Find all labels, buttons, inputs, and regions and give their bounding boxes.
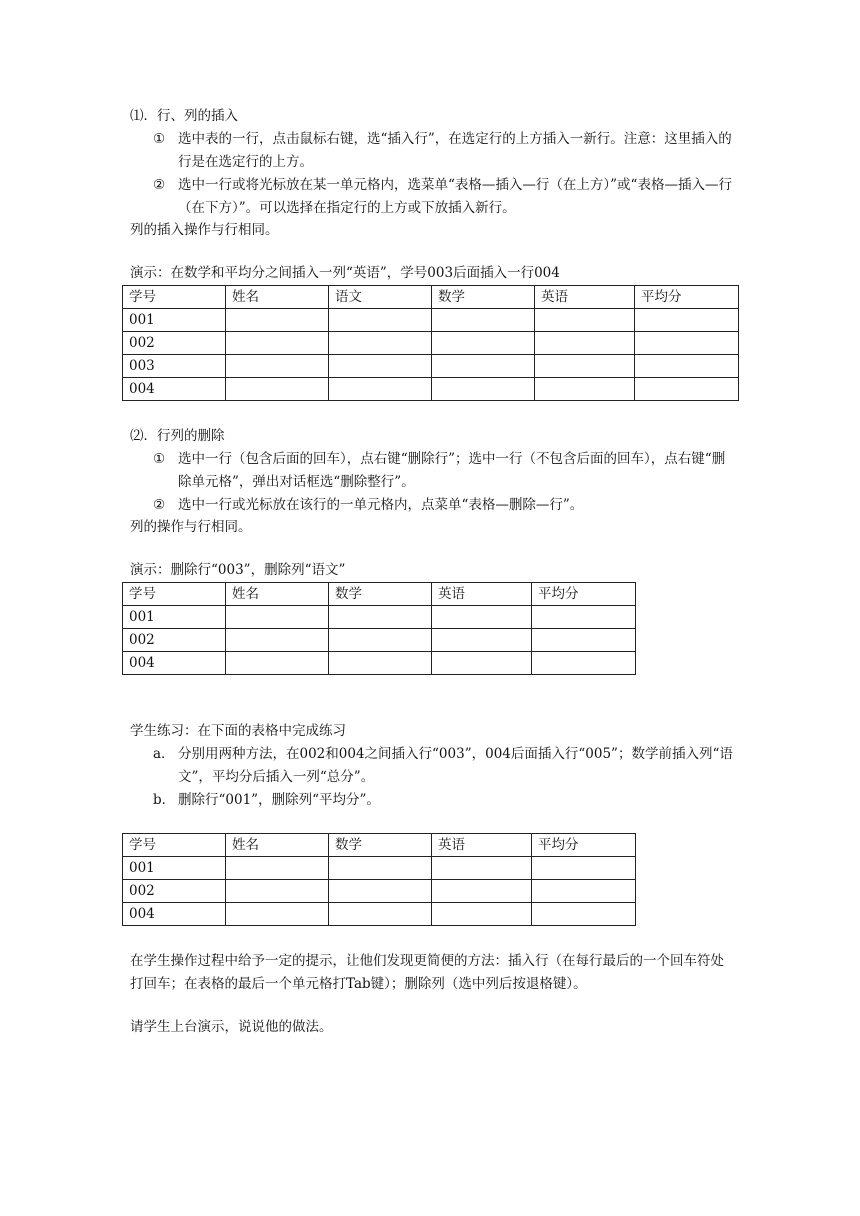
section2-heading: ⑵．行列的删除: [130, 428, 225, 444]
table-cell: 001: [123, 857, 226, 880]
table-header-row: [123, 286, 739, 309]
empty-cell: [532, 606, 636, 629]
empty-cell: [432, 652, 532, 675]
empty-cell: [329, 378, 432, 401]
header-cell: 数学: [329, 834, 432, 857]
header-cell: 英语: [432, 583, 532, 606]
empty-cell: [226, 332, 329, 355]
header-cell: 平均分: [532, 834, 636, 857]
table-row: [123, 857, 636, 880]
header-cell: 英语: [535, 286, 635, 309]
table-row: [123, 606, 636, 629]
header-cell: 数学: [329, 583, 432, 606]
empty-cell: [226, 880, 329, 903]
empty-cell: [226, 378, 329, 401]
header-cell: 语文: [329, 286, 432, 309]
table-row: [123, 378, 739, 401]
empty-cell: [226, 857, 329, 880]
header-cell: 平均分: [635, 286, 739, 309]
empty-cell: [635, 309, 739, 332]
item-marker: ②: [153, 497, 166, 513]
empty-cell: [432, 903, 532, 926]
header-cell: 姓名: [226, 286, 329, 309]
table-cell: 001: [123, 606, 226, 629]
table-cell: 004: [123, 378, 226, 401]
empty-cell: [535, 309, 635, 332]
header-cell: 数学: [432, 286, 535, 309]
table-row: [123, 903, 636, 926]
item-marker: a．: [153, 746, 175, 762]
item-text: 选中表的一行，点击鼠标右键，选“插入行”，在选定行的上方插入一新行。注意：这里插入的行是在选定行的上方。: [178, 131, 732, 170]
header-cell: 学号: [123, 286, 226, 309]
empty-cell: [635, 332, 739, 355]
empty-cell: [226, 652, 329, 675]
header-cell: 姓名: [226, 583, 329, 606]
table-row: [123, 355, 739, 378]
exercise-table: [122, 833, 636, 926]
item-text: 分别用两种方法，在002和004之间插入行“003”，004后面插入行“005”；数学前插入列“语文”，平均分后插入一列“总分”。: [178, 746, 733, 785]
header-cell: 平均分: [532, 583, 636, 606]
empty-cell: [329, 606, 432, 629]
empty-cell: [329, 332, 432, 355]
section1-item-2: [153, 174, 743, 220]
empty-cell: [226, 355, 329, 378]
teaching-tips: 在学生操作过程中给予一定的提示，让他们发现更简便的方法：插入行（在每行最后的一个回车符处打回车；在表格的最后一个单元格打Tab键）；删除列（选中列后按退格键）。: [130, 953, 724, 992]
empty-cell: [532, 857, 636, 880]
item-marker: ①: [153, 451, 166, 467]
section2-item-1: [153, 448, 743, 494]
exercise-item-a: [153, 743, 743, 789]
empty-cell: [329, 903, 432, 926]
item-text: 选中一行（包含后面的回车），点右键“删除行”；选中一行（不包含后面的回车），点右键“删除单元格”，弹出对话框选“删除整行”。: [178, 451, 726, 490]
empty-cell: [432, 355, 535, 378]
empty-cell: [432, 857, 532, 880]
table-row: [123, 880, 636, 903]
empty-cell: [432, 332, 535, 355]
table-header-row: [123, 583, 636, 606]
closing-line: 请学生上台演示，说说他的做法。: [130, 1019, 333, 1035]
empty-cell: [329, 309, 432, 332]
section1-note: 列的插入操作与行相同。: [130, 222, 279, 238]
table-cell: 003: [123, 355, 226, 378]
empty-cell: [329, 880, 432, 903]
empty-cell: [432, 880, 532, 903]
table-row: [123, 629, 636, 652]
empty-cell: [432, 629, 532, 652]
section1-demo-caption: 演示：在数学和平均分之间插入一列“英语”，学号003后面插入一行004: [130, 265, 560, 281]
empty-cell: [535, 355, 635, 378]
empty-cell: [329, 652, 432, 675]
empty-cell: [532, 652, 636, 675]
table-cell: 001: [123, 309, 226, 332]
header-cell: 姓名: [226, 834, 329, 857]
empty-cell: [532, 903, 636, 926]
table-cell: 002: [123, 880, 226, 903]
empty-cell: [432, 309, 535, 332]
item-marker: b．: [153, 792, 176, 808]
empty-cell: [535, 378, 635, 401]
table-cell: 002: [123, 332, 226, 355]
table-row: [123, 332, 739, 355]
empty-cell: [432, 606, 532, 629]
empty-cell: [532, 880, 636, 903]
exercise-heading: 学生练习：在下面的表格中完成练习: [130, 723, 346, 739]
empty-cell: [329, 629, 432, 652]
empty-cell: [635, 355, 739, 378]
header-cell: 英语: [432, 834, 532, 857]
empty-cell: [226, 629, 329, 652]
empty-cell: [329, 857, 432, 880]
exercise-item-b: [153, 789, 743, 812]
insert-demo-table: [122, 285, 739, 401]
header-cell: 学号: [123, 834, 226, 857]
empty-cell: [532, 629, 636, 652]
item-marker: ①: [153, 131, 166, 147]
table-row: [123, 309, 739, 332]
section2-demo-caption: 演示：删除行“003”，删除列“语文”: [130, 562, 346, 578]
section2-item-2: [153, 494, 743, 517]
item-marker: ②: [153, 177, 166, 193]
header-cell: 学号: [123, 583, 226, 606]
empty-cell: [535, 332, 635, 355]
empty-cell: [432, 378, 535, 401]
delete-demo-table: [122, 582, 636, 675]
empty-cell: [226, 903, 329, 926]
empty-cell: [226, 606, 329, 629]
empty-cell: [329, 355, 432, 378]
table-row: [123, 652, 636, 675]
section1-heading: ⑴．行、列的插入: [130, 108, 238, 124]
section2-note: 列的操作与行相同。: [130, 519, 252, 535]
empty-cell: [226, 309, 329, 332]
table-cell: 004: [123, 903, 226, 926]
section1-item-1: [153, 128, 743, 174]
item-text: 删除行“001”，删除列“平均分”。: [178, 792, 380, 808]
table-cell: 002: [123, 629, 226, 652]
item-text: 选中一行或将光标放在某一单元格内，选菜单“表格—插入—行（在上方）”或“表格—插入—行（在下方）”。可以选择在指定行的上方或下放插入新行。: [178, 177, 732, 216]
item-text: 选中一行或光标放在该行的一单元格内，点菜单“表格—删除—行”。: [178, 497, 584, 513]
table-cell: 004: [123, 652, 226, 675]
table-header-row: [123, 834, 636, 857]
empty-cell: [635, 378, 739, 401]
